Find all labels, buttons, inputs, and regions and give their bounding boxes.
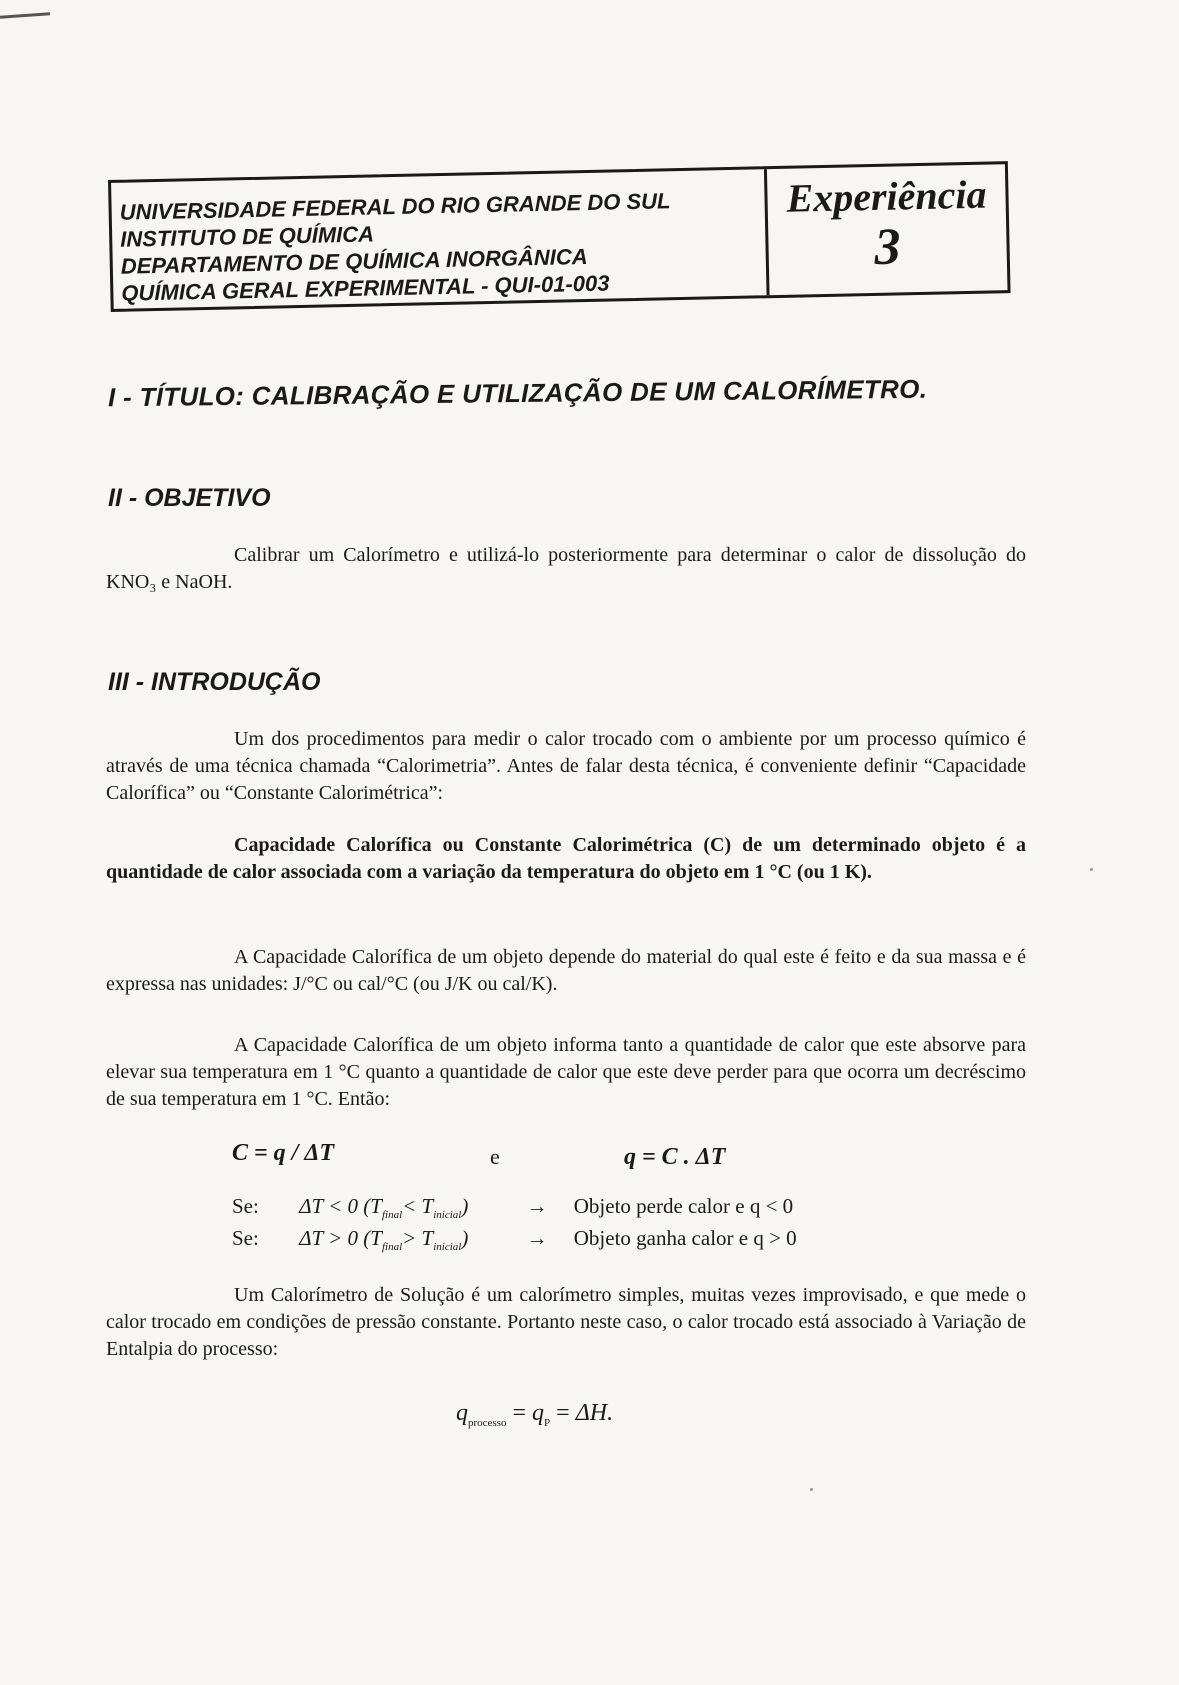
cond1-result: Objeto perde calor e q < 0 [573, 1194, 794, 1218]
cond2-result: Objeto ganha calor e q > 0 [573, 1226, 797, 1250]
intro-paragraph-1: Um dos procedimentos para medir o calor trocado com o ambiente por um processo químico é através de uma técnica chamada “Calorimetria”. Antes de falar desta técnica, é conveniente definir “Capacidade Calorífica” ou “Constante Calorimétrica”: [106, 728, 1026, 804]
formula-capacity: C = q / ΔT [232, 1140, 335, 1166]
objetivo-heading: II - OBJETIVO [108, 484, 271, 512]
condition-row-1 [232, 1194, 793, 1221]
definition-paragraph: Capacidade Calorífica ou Constante Calorimétrica (C) de um determinado objeto é a quantidade de calor associada com a variação da temperatura do objeto em 1 °C (ou 1 K). [106, 834, 1026, 883]
header-line-department: DEPARTAMENTO DE QUÍMICA INORGÂNICA [120, 243, 588, 279]
arrow-icon: → [526, 1226, 548, 1250]
cond2-expression: ΔT > 0 $(T_{final}> T_{inicial})$ [299, 1226, 469, 1254]
formula-heat: q = C . ΔT [624, 1144, 726, 1170]
cond2-label: Se: [232, 1226, 259, 1250]
scan-speck [810, 1488, 813, 1491]
cond1-expression: ΔT < 0 $(T_{final}< T_{inicial})$ [299, 1194, 469, 1222]
enthalpy-equation: $q_{processo} = q_P = \Delta H$. [456, 1400, 614, 1429]
condition-row-2 [232, 1226, 797, 1253]
experiment-label: Experiência [786, 171, 987, 221]
institution-block [111, 169, 766, 309]
header-line-course: QUÍMICA GERAL EXPERIMENTAL - QUI-01-003 [121, 270, 610, 306]
intro-paragraph-4: Um Calorímetro de Solução é um calorímetro simples, muitas vezes improvisado, e que mede o calor trocado em condições de pressão constante. Portanto neste caso, o calor trocado está associado à Variação de Entalpia do processo: [106, 1284, 1026, 1360]
cond1-label: Se: [232, 1194, 259, 1218]
scan-artifact [0, 12, 50, 18]
experiment-number: 3 [873, 218, 902, 276]
intro-paragraph-2: A Capacidade Calorífica de um objeto depende do material do qual este é feito e da sua massa e é expressa nas unidades: J/°C ou cal/°C (ou J/K ou cal/K). [106, 946, 1026, 995]
arrow-icon: → [526, 1194, 548, 1218]
introducao-heading: III - INTRODUÇÃO [108, 668, 321, 696]
page-title: I - TÍTULO: CALIBRAÇÃO E UTILIZAÇÃO DE UM CALORÍMETRO. [107, 373, 928, 413]
header-box [108, 161, 1011, 312]
scan-speck [1090, 868, 1093, 871]
header-line-institute: INSTITUTO DE QUÍMICA [119, 221, 375, 252]
header-line-university: UNIVERSIDADE FEDERAL DO RIO GRANDE DO SUL [119, 188, 671, 225]
objetivo-text: Calibrar um Calorímetro e utilizá-lo posteriormente para determinar o calor de dissolução do KNO₃ e NaOH. [106, 544, 1026, 593]
formula-conjunction: e [490, 1144, 500, 1169]
experiment-block [764, 164, 1008, 295]
intro-paragraph-3: A Capacidade Calorífica de um objeto informa tanto a quantidade de calor que este absorve para elevar sua temperatura em 1 °C quanto a quantidade de calor que este deve perder para que ocorra um decréscimo de sua temperatura em 1 °C. Então: [106, 1034, 1026, 1110]
